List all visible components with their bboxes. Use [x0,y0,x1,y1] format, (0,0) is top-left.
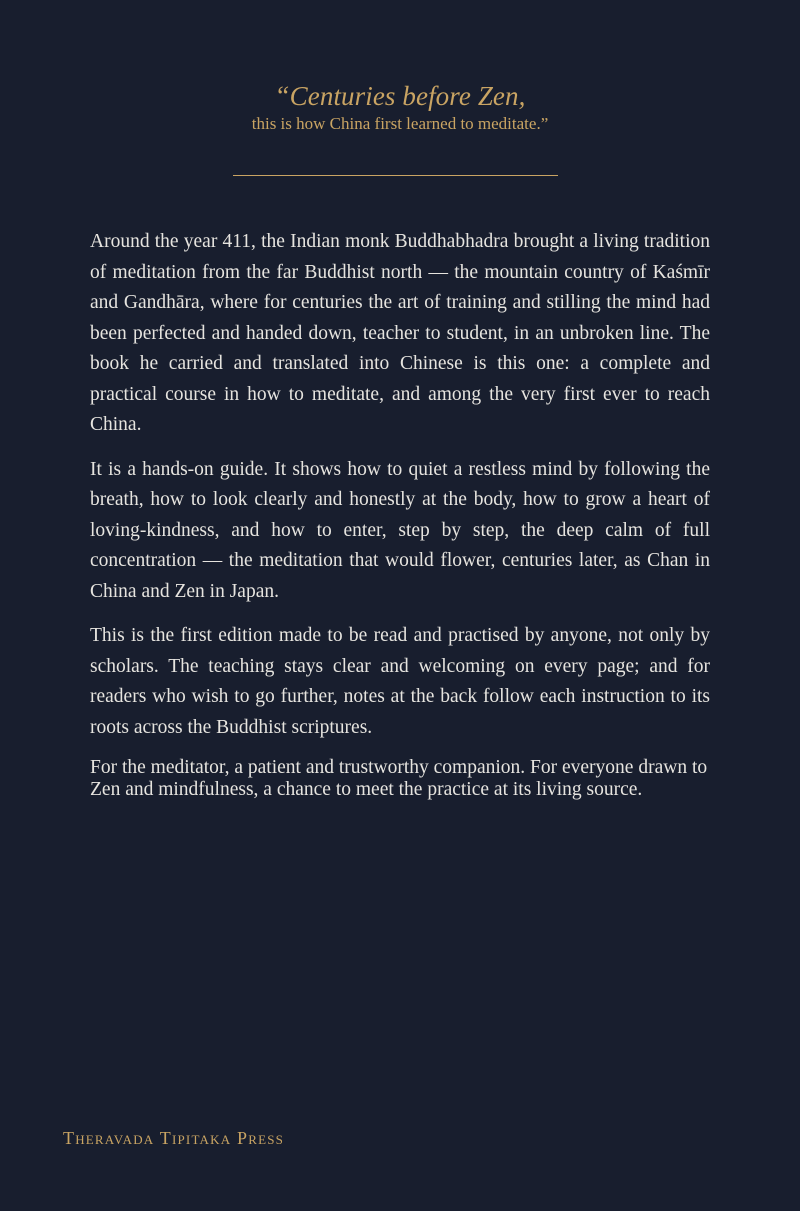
description-paragraph-1: Around the year 411, the Indian monk Buddhabhadra brought a living tradition of meditation from the far Buddhist north — the mountain country of Kaśmīr and Gandhāra, where for centuries the art of training and stilling the mind had been perfected and handed down, teacher to student, in an unbroken line. The book he carried and translated into Chinese is this one: a complete and practical course in how to meditate, and among the very first ever to reach China. [90,231,710,435]
description-paragraph-3: This is the first edition made to be read and practised by anyone, not only by scholars. The teaching stays clear and welcoming on every page; and for readers who wish to go further, notes at the back follow each instruction to its roots across the Buddhist scriptures. [90,625,710,738]
divider-rule [233,175,558,176]
description-paragraph-4: For the meditator, a patient and trustworthy companion. For everyone drawn to Zen and mindfulness, a chance to meet the practice at its living source. [90,757,708,800]
book-description [90,227,710,815]
pull-quote-line-2: this is how China first learned to meditate.” [251,114,549,133]
description-paragraph-2: It is a hands-on guide. It shows how to quiet a restless mind by following the breath, how to look clearly and honestly at the body, how to grow a heart of loving-kindness, and how to enter, step by step, the deep calm of full concentration — the meditation that would flower, centuries later, as Chan in China and Zen in Japan. [90,458,710,602]
publisher-name: Theravada Tipitaka Press [63,1128,285,1148]
pull-quote [0,80,800,136]
pull-quote-line-1: “Centuries before Zen, [274,81,526,111]
